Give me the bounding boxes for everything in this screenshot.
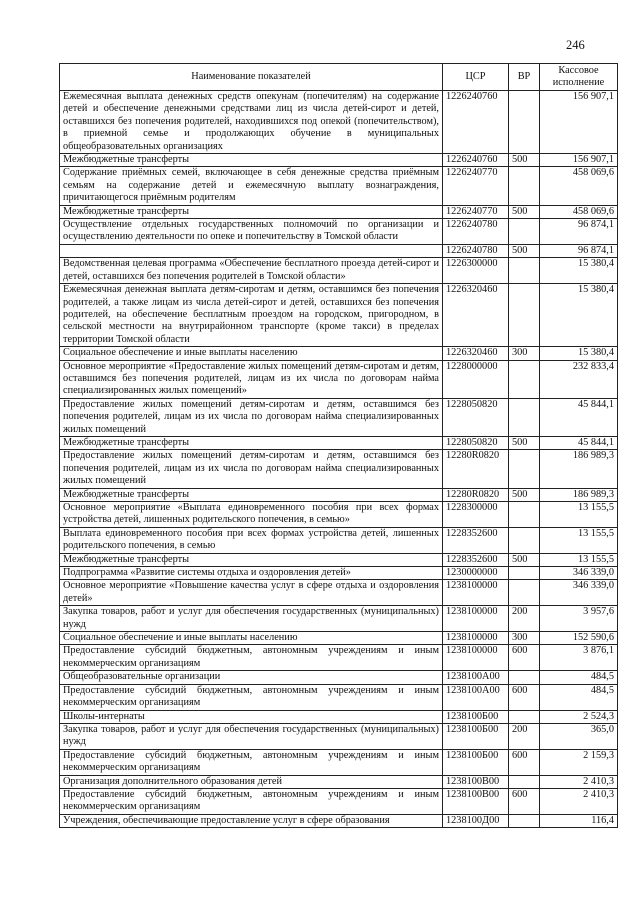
indicator-name-cell: Подпрограмма «Развитие системы отдыха и оздоровления детей» <box>60 567 443 580</box>
amount-cell: 3 957,6 <box>540 606 618 632</box>
vr-code-cell <box>509 398 540 436</box>
vr-code-cell: 500 <box>509 154 540 167</box>
csr-code-cell: 1228300000 <box>443 502 509 528</box>
amount-cell: 15 380,4 <box>540 347 618 360</box>
table-row <box>60 205 618 218</box>
csr-code-cell: 1238100000 <box>443 632 509 645</box>
csr-code-cell: 1226320460 <box>443 347 509 360</box>
amount-cell: 3 876,1 <box>540 645 618 671</box>
header-indicator-name: Наименование показателей <box>60 64 443 91</box>
amount-cell: 15 380,4 <box>540 258 618 284</box>
indicator-name-cell: Закупка товаров, работ и услуг для обеспечения государственных (муниципальных) нужд <box>60 606 443 632</box>
amount-cell: 15 380,4 <box>540 284 618 347</box>
table-row <box>60 284 618 347</box>
indicator-name-cell: Учреждения, обеспечивающие предоставление услуг в сфере образования <box>60 814 443 827</box>
indicator-name-cell: Предоставление субсидий бюджетным, автономным учреждениям и иным некоммерческим организациям <box>60 788 443 814</box>
amount-cell: 45 844,1 <box>540 436 618 449</box>
table-row <box>60 775 618 788</box>
csr-code-cell: 1226240770 <box>443 167 509 205</box>
header-csr: ЦСР <box>443 64 509 91</box>
csr-code-cell: 12280R0820 <box>443 450 509 488</box>
csr-code-cell: 1226240780 <box>443 244 509 257</box>
vr-code-cell: 500 <box>509 553 540 566</box>
indicator-name-cell: Содержание приёмных семей, включающее в себя денежные средства приёмным семьям на содержание детей и ежемесячную выплату вознаграждения, причитающегося приёмным родителям <box>60 167 443 205</box>
page-number: 246 <box>566 38 585 52</box>
vr-code-cell: 600 <box>509 749 540 775</box>
table-row <box>60 502 618 528</box>
header-vr: ВР <box>509 64 540 91</box>
indicator-name-cell: Предоставление жилых помещений детям-сиротам и детям, оставшимся без попечения родителей, лицам из их числа по договорам найма специализированных жилых помещений <box>60 398 443 436</box>
indicator-name-cell: Школы-интернаты <box>60 710 443 723</box>
vr-code-cell: 600 <box>509 645 540 671</box>
amount-cell: 156 907,1 <box>540 91 618 154</box>
csr-code-cell: 1238100Д00 <box>443 814 509 827</box>
table-row <box>60 527 618 553</box>
vr-code-cell <box>509 91 540 154</box>
table-header-row <box>60 64 618 91</box>
indicator-name-cell: Основное мероприятие «Предоставление жилых помещений детям-сиротам и детям, оставшимся без попечения родителей, лицам из их числа по договорам найма специализированных жилых помещений» <box>60 360 443 398</box>
vr-code-cell <box>509 219 540 245</box>
table-row <box>60 684 618 710</box>
vr-code-cell: 300 <box>509 347 540 360</box>
indicator-name-cell: Ежемесячная выплата денежных средств опекунам (попечителям) на содержание детей и обеспечение денежными средствами лиц из числа детей-сирот и детей, оставшихся без попечения родителей, находившихся под опекой (попечительством), в приемной семье и продолжающих обучение в муниципальных общеобразовательных организациях <box>60 91 443 154</box>
csr-code-cell: 1228050820 <box>443 398 509 436</box>
indicator-name-cell: Основное мероприятие «Повышение качества услуг в сфере отдыха и оздоровления детей» <box>60 580 443 606</box>
vr-code-cell <box>509 284 540 347</box>
indicator-name-cell: Межбюджетные трансферты <box>60 154 443 167</box>
vr-code-cell <box>509 360 540 398</box>
table-row <box>60 360 618 398</box>
table-row <box>60 488 618 501</box>
indicator-name-cell: Выплата единовременного пособия при всех формах устройства детей, лишенных родительского попечения, в семью <box>60 527 443 553</box>
csr-code-cell: 1226240780 <box>443 219 509 245</box>
amount-cell: 2 410,3 <box>540 775 618 788</box>
csr-code-cell: 1238100А00 <box>443 684 509 710</box>
indicator-name-cell: Социальное обеспечение и иные выплаты населению <box>60 347 443 360</box>
amount-cell: 232 833,4 <box>540 360 618 398</box>
table-row <box>60 567 618 580</box>
vr-code-cell <box>509 167 540 205</box>
csr-code-cell: 1238100Б00 <box>443 749 509 775</box>
vr-code-cell <box>509 580 540 606</box>
indicator-name-cell: Общеобразовательные организации <box>60 671 443 684</box>
indicator-name-cell: Межбюджетные трансферты <box>60 488 443 501</box>
amount-cell: 2 524,3 <box>540 710 618 723</box>
vr-code-cell <box>509 710 540 723</box>
header-cash-execution: Кассовое исполнение <box>540 64 618 91</box>
csr-code-cell: 1226240770 <box>443 205 509 218</box>
indicator-name-cell: Осуществление отдельных государственных полномочий по организации и осуществлению деятельности по опеке и попечительству в Томской области <box>60 219 443 245</box>
vr-code-cell <box>509 527 540 553</box>
amount-cell: 484,5 <box>540 684 618 710</box>
table-row <box>60 450 618 488</box>
table-row <box>60 645 618 671</box>
vr-code-cell <box>509 567 540 580</box>
indicator-name-cell: Основное мероприятие «Выплата единовременного пособия при всех формах устройства детей, лишенных родительского попечения, в семью» <box>60 502 443 528</box>
vr-code-cell: 500 <box>509 205 540 218</box>
csr-code-cell: 1228050820 <box>443 436 509 449</box>
amount-cell: 186 989,3 <box>540 450 618 488</box>
amount-cell: 365,0 <box>540 723 618 749</box>
csr-code-cell: 1238100В00 <box>443 775 509 788</box>
vr-code-cell: 200 <box>509 723 540 749</box>
vr-code-cell <box>509 775 540 788</box>
csr-code-cell: 1238100000 <box>443 606 509 632</box>
amount-cell: 2 159,3 <box>540 749 618 775</box>
amount-cell: 45 844,1 <box>540 398 618 436</box>
table-row <box>60 606 618 632</box>
table-row <box>60 788 618 814</box>
table-row <box>60 91 618 154</box>
csr-code-cell: 1226240760 <box>443 91 509 154</box>
indicator-name-cell: Ведомственная целевая программа «Обеспечение бесплатного проезда детей-сирот и детей, оставшихся без попечения родителей в Томской области» <box>60 258 443 284</box>
amount-cell: 156 907,1 <box>540 154 618 167</box>
amount-cell: 346 339,0 <box>540 567 618 580</box>
indicator-name-cell: Межбюджетные трансферты <box>60 205 443 218</box>
vr-code-cell <box>509 671 540 684</box>
table-row <box>60 553 618 566</box>
amount-cell: 13 155,5 <box>540 527 618 553</box>
table-row <box>60 347 618 360</box>
table-row <box>60 154 618 167</box>
vr-code-cell: 500 <box>509 436 540 449</box>
indicator-name-cell: Ежемесячная денежная выплата детям-сиротам и детям, оставшимся без попечения родителей, а также лицам из числа детей-сирот и детей, оставшихся без попечения родителей, на обеспечение бесплатным проездом на городском, пригородном, в сельской местности на внутрирайонном транспорте (кроме такси) в пределах территории Томской области <box>60 284 443 347</box>
budget-execution-table <box>59 63 618 828</box>
indicator-name-cell <box>60 244 443 257</box>
csr-code-cell: 1238100000 <box>443 645 509 671</box>
table-row <box>60 436 618 449</box>
csr-code-cell: 1228000000 <box>443 360 509 398</box>
vr-code-cell <box>509 450 540 488</box>
vr-code-cell: 600 <box>509 788 540 814</box>
amount-cell: 186 989,3 <box>540 488 618 501</box>
table-row <box>60 749 618 775</box>
vr-code-cell: 500 <box>509 488 540 501</box>
amount-cell: 458 069,6 <box>540 167 618 205</box>
amount-cell: 13 155,5 <box>540 553 618 566</box>
csr-code-cell: 1238100В00 <box>443 788 509 814</box>
vr-code-cell: 300 <box>509 632 540 645</box>
vr-code-cell <box>509 258 540 284</box>
table-row <box>60 710 618 723</box>
table-row <box>60 398 618 436</box>
table-row <box>60 219 618 245</box>
amount-cell: 484,5 <box>540 671 618 684</box>
csr-code-cell: 1238100А00 <box>443 671 509 684</box>
vr-code-cell: 200 <box>509 606 540 632</box>
vr-code-cell <box>509 814 540 827</box>
amount-cell: 346 339,0 <box>540 580 618 606</box>
table-row <box>60 632 618 645</box>
csr-code-cell: 1238100000 <box>443 580 509 606</box>
indicator-name-cell: Организация дополнительного образования детей <box>60 775 443 788</box>
amount-cell: 13 155,5 <box>540 502 618 528</box>
csr-code-cell: 1230000000 <box>443 567 509 580</box>
amount-cell: 96 874,1 <box>540 219 618 245</box>
csr-code-cell: 1238100Б00 <box>443 710 509 723</box>
csr-code-cell: 1228352600 <box>443 527 509 553</box>
table-body <box>60 91 618 828</box>
table-row <box>60 244 618 257</box>
table-row <box>60 580 618 606</box>
indicator-name-cell: Закупка товаров, работ и услуг для обеспечения государственных (муниципальных) нужд <box>60 723 443 749</box>
indicator-name-cell: Межбюджетные трансферты <box>60 553 443 566</box>
vr-code-cell: 500 <box>509 244 540 257</box>
csr-code-cell: 1228352600 <box>443 553 509 566</box>
vr-code-cell: 600 <box>509 684 540 710</box>
indicator-name-cell: Предоставление субсидий бюджетным, автономным учреждениям и иным некоммерческим организациям <box>60 684 443 710</box>
table-row <box>60 814 618 827</box>
indicator-name-cell: Предоставление субсидий бюджетным, автономным учреждениям и иным некоммерческим организациям <box>60 749 443 775</box>
table-row <box>60 723 618 749</box>
indicator-name-cell: Межбюджетные трансферты <box>60 436 443 449</box>
indicator-name-cell: Социальное обеспечение и иные выплаты населению <box>60 632 443 645</box>
csr-code-cell: 12280R0820 <box>443 488 509 501</box>
csr-code-cell: 1226300000 <box>443 258 509 284</box>
amount-cell: 2 410,3 <box>540 788 618 814</box>
amount-cell: 458 069,6 <box>540 205 618 218</box>
indicator-name-cell: Предоставление жилых помещений детям-сиротам и детям, оставшимся без попечения родителей, лицам из их числа по договорам найма специализированных жилых помещений <box>60 450 443 488</box>
amount-cell: 116,4 <box>540 814 618 827</box>
amount-cell: 96 874,1 <box>540 244 618 257</box>
csr-code-cell: 1238100Б00 <box>443 723 509 749</box>
indicator-name-cell: Предоставление субсидий бюджетным, автономным учреждениям и иным некоммерческим организациям <box>60 645 443 671</box>
table-row <box>60 671 618 684</box>
csr-code-cell: 1226320460 <box>443 284 509 347</box>
vr-code-cell <box>509 502 540 528</box>
csr-code-cell: 1226240760 <box>443 154 509 167</box>
table-row <box>60 258 618 284</box>
table-row <box>60 167 618 205</box>
amount-cell: 152 590,6 <box>540 632 618 645</box>
